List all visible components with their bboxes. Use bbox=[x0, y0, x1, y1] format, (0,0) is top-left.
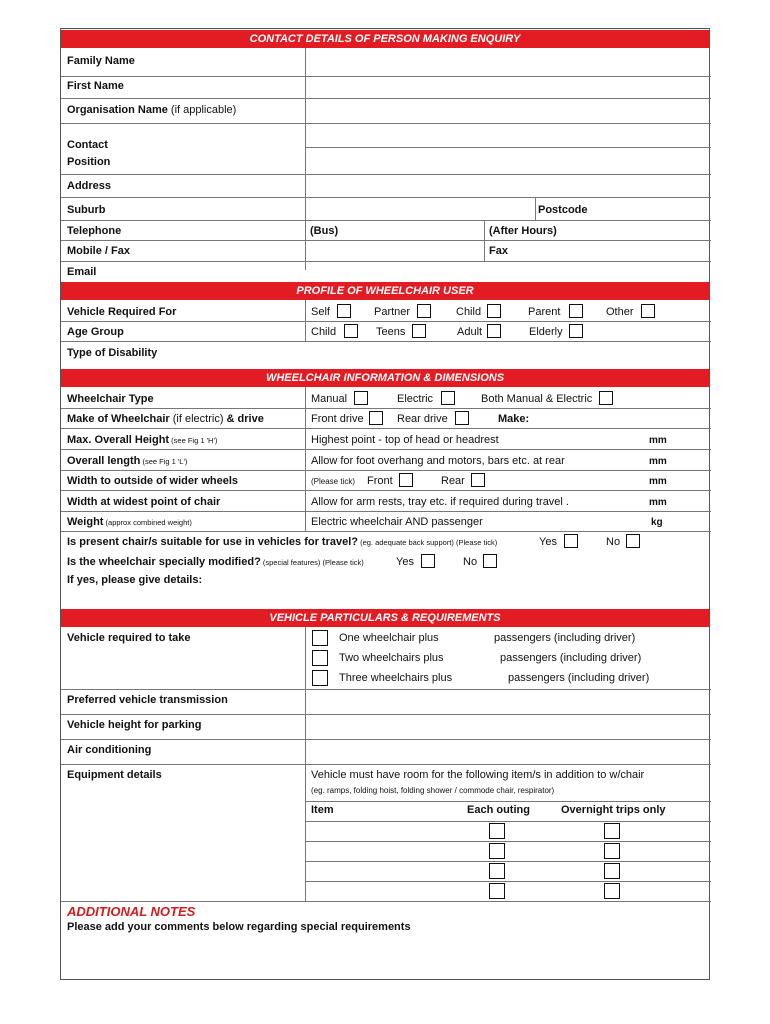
item-4-overnight-checkbox[interactable] bbox=[604, 883, 620, 899]
modified-no-label: No bbox=[463, 556, 478, 568]
height-parking-field[interactable] bbox=[306, 715, 710, 738]
manual-checkbox[interactable] bbox=[354, 391, 368, 405]
age-group-label: Age Group bbox=[67, 326, 124, 338]
make-label: Make: bbox=[498, 413, 530, 425]
partner-checkbox[interactable] bbox=[417, 304, 431, 318]
suitable-yes-label: Yes bbox=[539, 536, 557, 548]
option-other-label: Other bbox=[606, 306, 634, 318]
modified-no-checkbox[interactable] bbox=[483, 554, 497, 568]
details-field[interactable] bbox=[206, 571, 709, 605]
height-parking-label: Vehicle height for parking bbox=[67, 719, 202, 731]
equipment-desc: Vehicle must have room for the following item/s in addition to w/chair bbox=[311, 769, 645, 781]
org-name-field[interactable] bbox=[306, 99, 710, 123]
section-header-wheelchair: WHEELCHAIR INFORMATION & DIMENSIONS bbox=[61, 369, 709, 387]
first-name-field[interactable] bbox=[306, 77, 710, 97]
age-child-label: Child bbox=[311, 326, 337, 338]
weight-label: Weight (approx combined weight) bbox=[67, 516, 192, 528]
one-wheelchair-checkbox[interactable] bbox=[312, 630, 328, 646]
family-name-label: Family Name bbox=[67, 55, 135, 67]
address-label: Address bbox=[67, 180, 112, 192]
front-label: Front bbox=[367, 475, 393, 487]
option-self-label: Self bbox=[311, 306, 330, 318]
item-3-each-checkbox[interactable] bbox=[489, 863, 505, 879]
front-drive-checkbox[interactable] bbox=[369, 411, 383, 425]
item-field-1[interactable] bbox=[306, 822, 486, 840]
manual-label: Manual bbox=[311, 393, 348, 405]
after-hours-field[interactable] bbox=[563, 221, 709, 240]
type-of-disability-label: Type of Disability bbox=[67, 347, 158, 359]
three-wheelchairs-passengers-field[interactable] bbox=[463, 668, 503, 686]
suburb-label: Suburb bbox=[67, 204, 106, 216]
width-wheels-field[interactable] bbox=[491, 471, 646, 490]
email-field[interactable] bbox=[111, 262, 709, 280]
item-2-each-checkbox[interactable] bbox=[489, 843, 505, 859]
make-field[interactable] bbox=[531, 409, 709, 428]
section-header-profile: PROFILE OF WHEELCHAIR USER bbox=[61, 282, 709, 300]
age-teens-checkbox[interactable] bbox=[412, 324, 426, 338]
item-2-overnight-checkbox[interactable] bbox=[604, 843, 620, 859]
air-con-label: Air conditioning bbox=[67, 744, 152, 756]
age-teens-label: Teens bbox=[376, 326, 406, 338]
child-checkbox[interactable] bbox=[487, 304, 501, 318]
additional-notes-title: ADDITIONAL NOTES bbox=[67, 904, 196, 919]
item-4-each-checkbox[interactable] bbox=[489, 883, 505, 899]
suitable-yes-checkbox[interactable] bbox=[564, 534, 578, 548]
equipment-eg: (eg. ramps, folding hoist, folding shower / commode chair, respirator) bbox=[311, 786, 555, 795]
col-each-header: Each outing bbox=[467, 804, 530, 816]
one-wheelchair-passengers-field[interactable] bbox=[451, 628, 491, 646]
modified-yes-checkbox[interactable] bbox=[421, 554, 435, 568]
transmission-field[interactable] bbox=[306, 690, 710, 713]
mobile-fax-label: Mobile / Fax bbox=[67, 245, 130, 257]
suitable-no-checkbox[interactable] bbox=[626, 534, 640, 548]
transmission-label: Preferred vehicle transmission bbox=[67, 694, 228, 706]
contact-field[interactable] bbox=[306, 124, 710, 147]
details-label: If yes, please give details: bbox=[67, 574, 203, 586]
disability-field[interactable] bbox=[186, 342, 709, 366]
parent-checkbox[interactable] bbox=[569, 304, 583, 318]
telephone-bus-field[interactable] bbox=[346, 221, 483, 240]
three-wheelchairs-checkbox[interactable] bbox=[312, 670, 328, 686]
both-label: Both Manual & Electric bbox=[481, 393, 593, 405]
suitable-no-label: No bbox=[606, 536, 621, 548]
org-name-label: Organisation Name (if applicable) bbox=[67, 104, 237, 116]
contact-label: Contact bbox=[67, 139, 108, 151]
age-child-checkbox[interactable] bbox=[344, 324, 358, 338]
weight-unit: kg bbox=[651, 517, 663, 528]
one-wheelchair-label: One wheelchair plus bbox=[339, 632, 439, 644]
two-wheelchairs-passengers-field[interactable] bbox=[456, 648, 496, 666]
col-item-header: Item bbox=[311, 804, 334, 816]
telephone-bus-label: (Bus) bbox=[310, 225, 339, 237]
two-wheelchairs-label: Two wheelchairs plus bbox=[339, 652, 444, 664]
item-3-overnight-checkbox[interactable] bbox=[604, 863, 620, 879]
option-parent-label: Parent bbox=[528, 306, 561, 318]
enquiry-form bbox=[60, 28, 710, 980]
other-checkbox[interactable] bbox=[641, 304, 655, 318]
age-adult-label: Adult bbox=[457, 326, 483, 338]
col-overnight-header: Overnight trips only bbox=[561, 804, 666, 816]
height-unit: mm bbox=[649, 435, 667, 446]
overall-length-label: Overall length (see Fig 1 'L') bbox=[67, 455, 188, 467]
additional-notes-field[interactable] bbox=[63, 937, 707, 977]
option-child-label: Child bbox=[456, 306, 482, 318]
age-elderly-checkbox[interactable] bbox=[569, 324, 583, 338]
one-wheelchair-suffix: passengers (including driver) bbox=[494, 632, 636, 644]
position-label: Position bbox=[67, 156, 111, 168]
vehicle-required-for-label: Vehicle Required For bbox=[67, 306, 177, 318]
self-checkbox[interactable] bbox=[337, 304, 351, 318]
both-checkbox[interactable] bbox=[599, 391, 613, 405]
width-chair-desc: Allow for arm rests, tray etc. if required during travel . bbox=[311, 496, 569, 508]
modified-question: Is the wheelchair specially modified? (special features) (Please tick) bbox=[67, 556, 364, 568]
please-tick-label: (Please tick) bbox=[311, 477, 356, 486]
width-chair-field[interactable] bbox=[581, 491, 646, 511]
width-chair-label: Width at widest point of chair bbox=[67, 496, 221, 508]
width-wheels-label: Width to outside of wider wheels bbox=[67, 475, 239, 487]
rear-drive-label: Rear drive bbox=[397, 413, 448, 425]
overall-length-desc: Allow for foot overhang and motors, bars etc. at rear bbox=[311, 455, 565, 467]
two-wheelchairs-suffix: passengers (including driver) bbox=[500, 652, 642, 664]
air-con-field[interactable] bbox=[306, 740, 710, 763]
max-height-field[interactable] bbox=[511, 429, 646, 449]
rear-label: Rear bbox=[441, 475, 465, 487]
item-1-overnight-checkbox[interactable] bbox=[604, 823, 620, 839]
width-wheels-unit: mm bbox=[649, 476, 667, 487]
rear-checkbox[interactable] bbox=[471, 473, 485, 487]
electric-label: Electric bbox=[397, 393, 434, 405]
first-name-label: First Name bbox=[67, 80, 124, 92]
length-unit: mm bbox=[649, 456, 667, 467]
vehicle-required-label: Vehicle required to take bbox=[67, 632, 191, 644]
make-of-wheelchair-label: Make of Wheelchair (if electric) & drive bbox=[67, 413, 264, 425]
telephone-label: Telephone bbox=[67, 225, 122, 237]
postcode-label: Postcode bbox=[538, 204, 588, 216]
mobile-field[interactable] bbox=[306, 241, 483, 260]
suburb-field[interactable] bbox=[306, 198, 534, 220]
additional-notes-subtitle: Please add your comments below regarding special requirements bbox=[67, 921, 411, 933]
front-checkbox[interactable] bbox=[399, 473, 413, 487]
weight-desc: Electric wheelchair AND passenger bbox=[311, 516, 483, 528]
weight-field[interactable] bbox=[496, 512, 646, 531]
two-wheelchairs-checkbox[interactable] bbox=[312, 650, 328, 666]
suitable-question: Is present chair/s suitable for use in vehicles for travel? (eg. adequate back support) (Please tick) bbox=[67, 536, 498, 548]
wheelchair-type-label: Wheelchair Type bbox=[67, 393, 154, 405]
email-label: Email bbox=[67, 266, 97, 278]
item-field-3[interactable] bbox=[306, 862, 486, 880]
max-height-desc: Highest point - top of head or headrest bbox=[311, 434, 499, 446]
age-elderly-label: Elderly bbox=[529, 326, 563, 338]
section-header-vehicle: VEHICLE PARTICULARS & REQUIREMENTS bbox=[61, 609, 709, 627]
section-header-contact: CONTACT DETAILS OF PERSON MAKING ENQUIRY bbox=[61, 30, 709, 48]
overall-length-field[interactable] bbox=[579, 450, 646, 470]
front-drive-label: Front drive bbox=[311, 413, 364, 425]
item-field-4[interactable] bbox=[306, 882, 486, 900]
item-1-each-checkbox[interactable] bbox=[489, 823, 505, 839]
address-field[interactable] bbox=[306, 175, 710, 197]
after-hours-label: (After Hours) bbox=[489, 225, 557, 237]
item-field-2[interactable] bbox=[306, 842, 486, 860]
max-height-label: Max. Overall Height (see Fig 1 'H') bbox=[67, 434, 218, 446]
option-partner-label: Partner bbox=[374, 306, 411, 318]
modified-yes-label: Yes bbox=[396, 556, 414, 568]
fax-label: Fax bbox=[489, 245, 508, 257]
age-adult-checkbox[interactable] bbox=[487, 324, 501, 338]
rear-drive-checkbox[interactable] bbox=[455, 411, 469, 425]
equipment-label: Equipment details bbox=[67, 769, 162, 781]
three-wheelchairs-suffix: passengers (including driver) bbox=[508, 672, 650, 684]
family-name-field[interactable] bbox=[306, 49, 710, 75]
electric-checkbox[interactable] bbox=[441, 391, 455, 405]
fax-field[interactable] bbox=[516, 241, 709, 260]
postcode-field[interactable] bbox=[601, 198, 709, 220]
three-wheelchairs-label: Three wheelchairs plus bbox=[339, 672, 453, 684]
position-field[interactable] bbox=[306, 148, 710, 174]
width-chair-unit: mm bbox=[649, 497, 667, 508]
